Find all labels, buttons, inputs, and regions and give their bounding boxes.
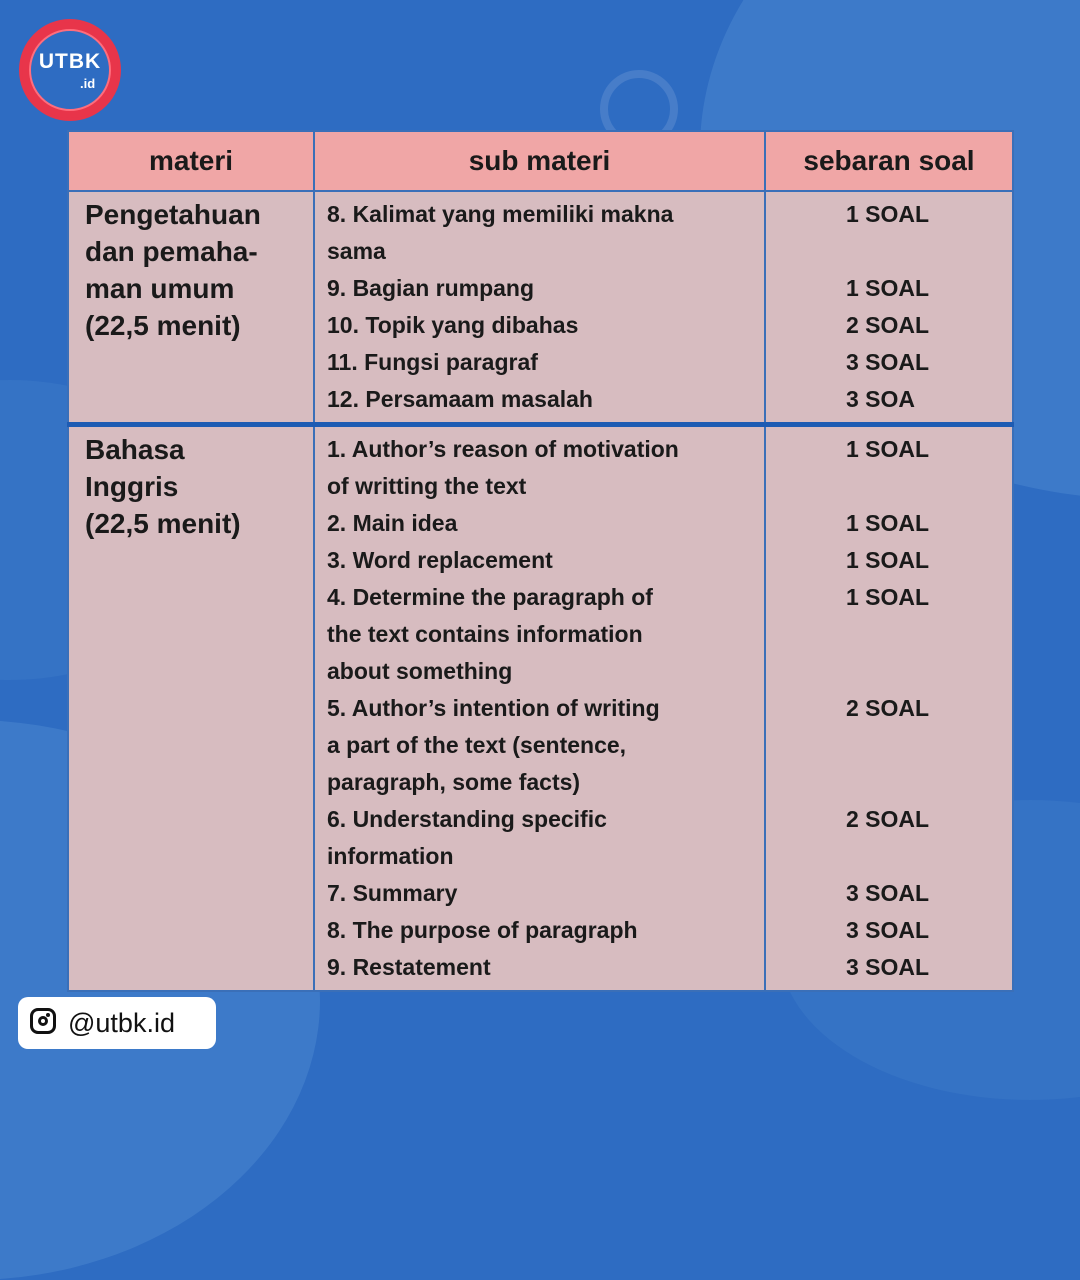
- sub-materi-item: [315, 949, 764, 986]
- soal-count: 1 SOAL: [846, 275, 930, 301]
- sub-materi-item: [315, 875, 764, 912]
- soal-count: 3 SOAL: [846, 954, 930, 980]
- sub-materi-item: [315, 196, 764, 270]
- soal-count: 1 SOAL: [846, 584, 930, 610]
- sub-materi-line: 8. The purpose of paragraph: [327, 917, 638, 943]
- materi-line: man umum: [85, 273, 235, 304]
- soal-count: 2 SOAL: [846, 695, 930, 721]
- sub-materi-line: 9. Bagian rumpang: [327, 275, 535, 301]
- header-sub-materi: sub materi: [314, 131, 765, 191]
- materi-line: (22,5 menit): [85, 508, 241, 539]
- logo-text: UTBK: [38, 50, 102, 73]
- sub-materi-item: [315, 270, 764, 307]
- soal-count: 1 SOAL: [846, 547, 930, 573]
- table-header-row: [68, 131, 1013, 191]
- materi-line: dan pemaha-: [85, 236, 258, 267]
- sub-materi-line: 6. Understanding specific: [327, 806, 607, 832]
- sub-materi-line: 7. Summary: [327, 880, 458, 906]
- instagram-handle: @utbk.id: [68, 1008, 175, 1038]
- sub-materi-line: 1. Author’s reason of motivation: [327, 436, 679, 462]
- materi-line: Pengetahuan: [85, 199, 261, 230]
- soal-count: 3 SOAL: [846, 917, 930, 943]
- sub-materi-item: [315, 690, 764, 801]
- soal-count: 3 SOAL: [846, 349, 930, 375]
- instagram-handle-badge[interactable]: [18, 997, 216, 1049]
- sub-materi-item: [315, 307, 764, 344]
- table-section-row: [68, 191, 1013, 425]
- sub-materi-line: 4. Determine the paragraph of: [327, 584, 653, 610]
- header-materi: materi: [68, 131, 314, 191]
- materi-table: [67, 130, 1014, 992]
- soal-count: 3 SOAL: [846, 880, 930, 906]
- sub-materi-line: 8. Kalimat yang memiliki makna: [327, 201, 674, 227]
- soal-count: 1 SOAL: [846, 436, 930, 462]
- sub-materi-item: [315, 505, 764, 542]
- soal-count: 1 SOAL: [846, 510, 930, 536]
- materi-line: Bahasa: [85, 434, 185, 465]
- soal-count: 2 SOAL: [846, 312, 930, 338]
- soal-count: 2 SOAL: [846, 806, 930, 832]
- sub-materi-cell: [314, 191, 765, 425]
- sub-materi-line: 10. Topik yang dibahas: [327, 312, 579, 338]
- sub-materi-item: [315, 912, 764, 949]
- sub-materi-item: [315, 381, 764, 418]
- sub-materi-line: 12. Persamaam masalah: [327, 386, 593, 412]
- sub-materi-item: [315, 579, 764, 690]
- utbk-logo: [22, 22, 118, 118]
- sub-materi-line: 9. Restatement: [327, 954, 491, 980]
- sebaran-soal-cell: [765, 425, 1013, 992]
- header-sebaran-soal: sebaran soal: [765, 131, 1013, 191]
- instagram-icon: [30, 1008, 56, 1034]
- materi-line: Inggris: [85, 471, 179, 502]
- sub-materi-line: paragraph, some facts): [327, 769, 581, 795]
- sub-materi-line: 3. Word replacement: [327, 547, 553, 573]
- materi-line: (22,5 menit): [85, 310, 241, 341]
- sub-materi-line: a part of the text (sentence,: [327, 732, 627, 758]
- sub-materi-item: [315, 344, 764, 381]
- sub-materi-item: [315, 431, 764, 505]
- sub-materi-line: 5. Author’s intention of writing: [327, 695, 660, 721]
- sub-materi-cell: [314, 425, 765, 992]
- sub-materi-item: [315, 801, 764, 875]
- soal-count: 3 SOA: [846, 386, 916, 412]
- sub-materi-item: [315, 542, 764, 579]
- table-section-row: [68, 425, 1013, 992]
- sebaran-soal-cell: [765, 191, 1013, 425]
- sub-materi-line: the text contains information: [327, 621, 643, 647]
- materi-cell: [68, 191, 314, 425]
- sub-materi-line: about something: [327, 658, 513, 684]
- sub-materi-line: 11. Fungsi paragraf: [327, 349, 538, 375]
- sub-materi-line: information: [327, 843, 454, 869]
- sub-materi-line: 2. Main idea: [327, 510, 458, 536]
- soal-count: 1 SOAL: [846, 201, 930, 227]
- materi-cell: [68, 425, 314, 992]
- sub-materi-line: sama: [327, 238, 386, 264]
- logo-sub: .id: [80, 76, 96, 91]
- sub-materi-line: of writting the text: [327, 473, 527, 499]
